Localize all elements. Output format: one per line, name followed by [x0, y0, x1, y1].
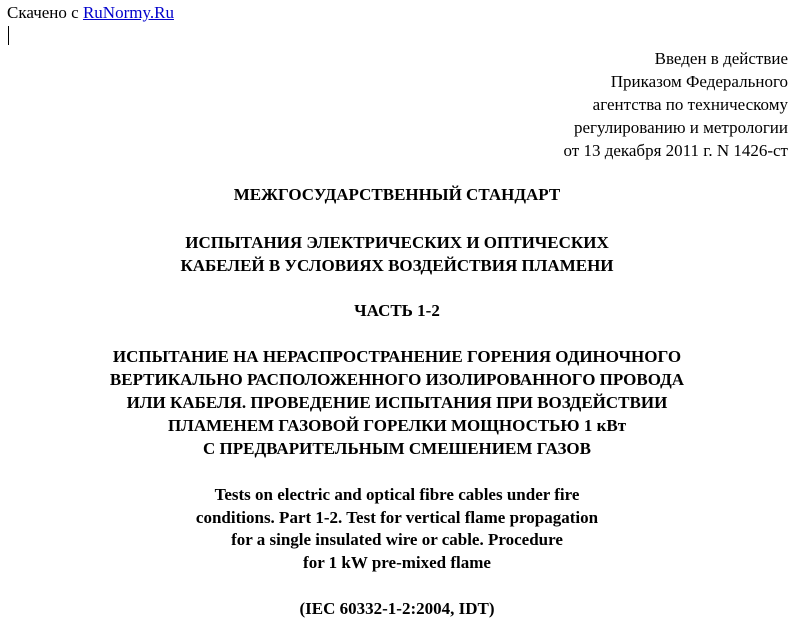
standard-type-heading: МЕЖГОСУДАРСТВЕННЫЙ СТАНДАРТ [233, 185, 561, 204]
english-title [0, 484, 794, 574]
enactment-block [563, 47, 788, 162]
enactment-line: Приказом Федерального [610, 72, 788, 91]
subtitle-line: С ПРЕДВАРИТЕЛЬНЫМ СМЕШЕНИЕМ ГАЗОВ [203, 439, 591, 458]
source-link[interactable]: RuNormy.Ru [82, 3, 174, 22]
document-subtitle [0, 345, 794, 460]
part-heading: ЧАСТЬ 1-2 [354, 301, 440, 320]
english-title-line: Tests on electric and optical fibre cables under fire [214, 485, 580, 504]
subtitle-line: ПЛАМЕНЕМ ГАЗОВОЙ ГОРЕЛКИ МОЩНОСТЬЮ 1 кВт [167, 416, 627, 435]
enactment-line: регулированию и метрологии [573, 118, 788, 137]
subtitle-line: ВЕРТИКАЛЬНО РАСПОЛОЖЕННОГО ИЗОЛИРОВАННОГО ПРОВОДА [109, 370, 685, 389]
text-cursor [8, 26, 9, 45]
enactment-line: Введен в действие [654, 49, 788, 68]
enactment-line: от 13 декабря 2011 г. N 1426-ст [563, 141, 788, 160]
subtitle-line: ИЛИ КАБЕЛЯ. ПРОВЕДЕНИЕ ИСПЫТАНИЯ ПРИ ВОЗДЕЙСТВИИ [126, 393, 668, 412]
enactment-line: агентства по техническому [592, 95, 788, 114]
english-title-line: for 1 kW pre-mixed flame [303, 552, 491, 572]
title-line: ИСПЫТАНИЯ ЭЛЕКТРИЧЕСКИХ И ОПТИЧЕСКИХ [185, 233, 609, 252]
source-line [7, 3, 174, 23]
document-title [0, 231, 794, 277]
english-title-line: for a single insulated wire or cable. Procedure [231, 530, 563, 550]
iec-reference: (IEC 60332-1-2:2004, IDT) [299, 599, 495, 618]
source-prefix: Скачено с [7, 3, 79, 22]
english-title-line: conditions. Part 1-2. Test for vertical flame propagation [195, 507, 599, 527]
title-line: КАБЕЛЕЙ В УСЛОВИЯХ ВОЗДЕЙСТВИЯ ПЛАМЕНИ [180, 256, 614, 275]
subtitle-line: ИСПЫТАНИЕ НА НЕРАСПРОСТРАНЕНИЕ ГОРЕНИЯ ОДИНОЧНОГО [112, 347, 682, 366]
